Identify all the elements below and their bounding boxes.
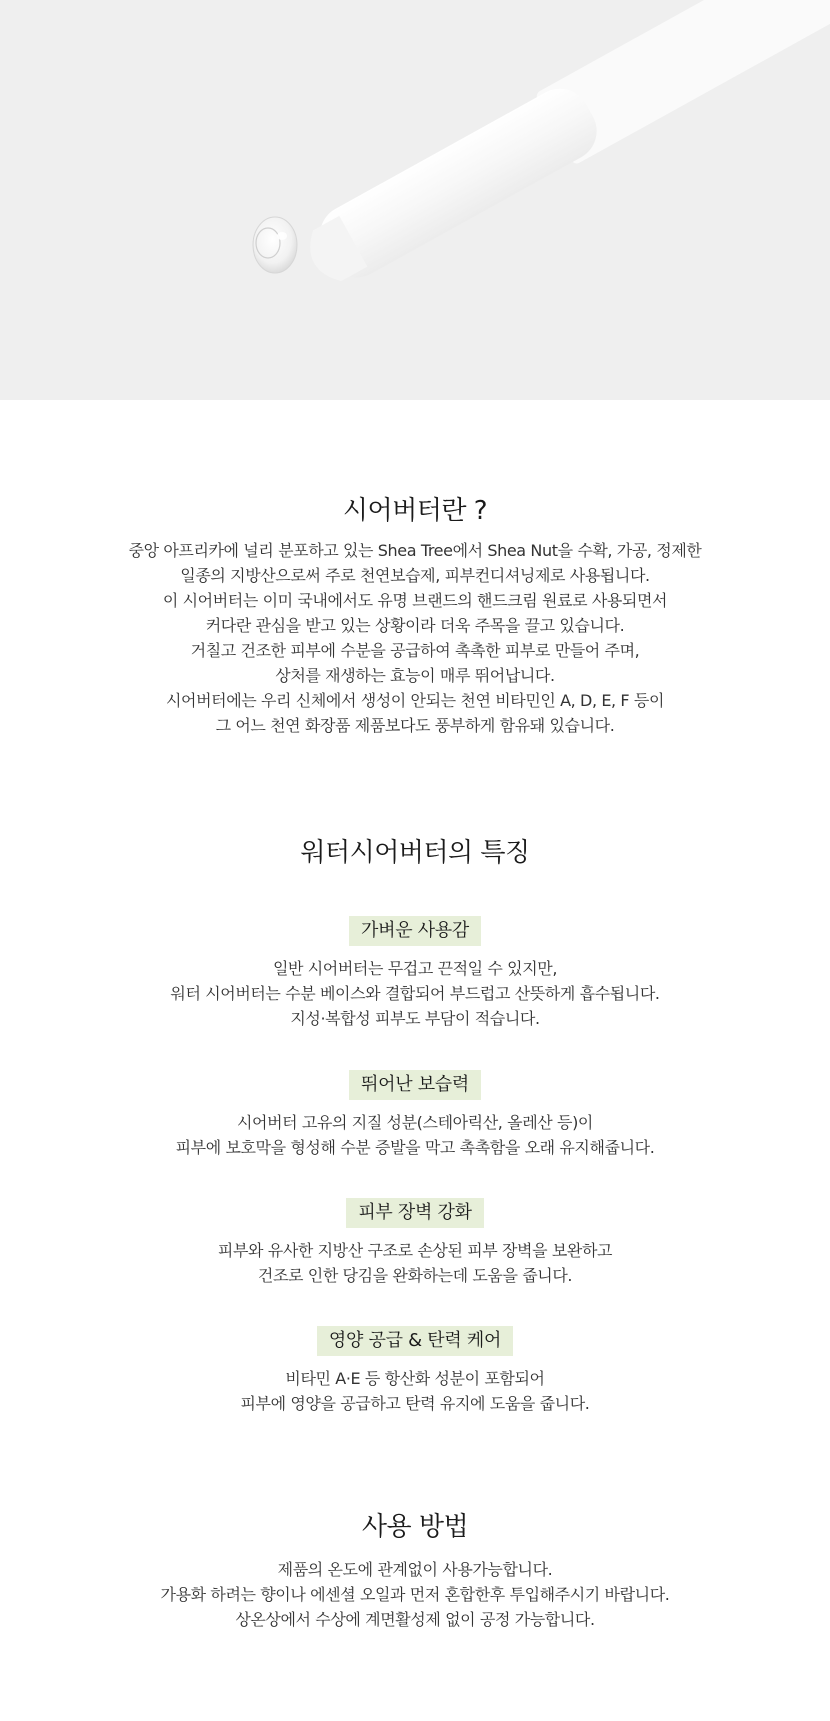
about-line: 커다란 관심을 받고 있는 상황이라 더욱 주목을 끌고 있습니다. <box>205 616 625 635</box>
feature-tag: 가벼운 사용감 <box>349 916 481 946</box>
about-title: 시어버터란 ? <box>342 496 488 526</box>
pipette-illustration <box>0 0 830 400</box>
feature-tag: 피부 장벽 강화 <box>346 1198 483 1228</box>
pipette-body <box>294 0 830 299</box>
pipette-tip <box>253 217 297 273</box>
feature-line: 피부와 유사한 지방산 구조로 손상된 피부 장벽을 보완하고 <box>217 1241 613 1260</box>
hero-product-image <box>0 0 830 400</box>
feature-item <box>0 1070 830 1160</box>
about-line: 거칠고 건조한 피부에 수분을 공급하여 촉촉한 피부로 만들어 주며, <box>190 641 640 660</box>
feature-description <box>0 1110 830 1160</box>
about-line: 시어버터에는 우리 신체에서 생성이 안되는 천연 비타민인 A, D, E, F 등이 <box>165 691 665 710</box>
feature-tag: 영양 공급 & 탄력 케어 <box>317 1326 513 1356</box>
about-line: 상처를 재생하는 효능이 매루 뛰어납니다. <box>275 666 555 685</box>
usage-line: 제품의 온도에 관계없이 사용가능합니다. <box>277 1560 553 1579</box>
features-section-header <box>0 836 830 870</box>
usage-line: 가용화 하려는 향이나 에센셜 오일과 먼저 혼합한후 투입해주시기 바랍니다. <box>160 1585 670 1604</box>
feature-item <box>0 1326 830 1416</box>
about-description <box>0 538 830 738</box>
usage-section <box>0 1510 830 1632</box>
feature-line: 시어버터 고유의 지질 성분(스테아릭산, 올레산 등)이 <box>237 1113 593 1132</box>
feature-line: 피부에 영양을 공급하고 탄력 유지에 도움을 줍니다. <box>240 1394 590 1413</box>
usage-description <box>0 1557 830 1632</box>
feature-line: 워터 시어버터는 수분 베이스와 결합되어 부드럽고 산뜻하게 흡수됩니다. <box>170 984 660 1003</box>
feature-line: 지성·복합성 피부도 부담이 적습니다. <box>290 1009 540 1028</box>
feature-line: 비타민 A·E 등 항산화 성분이 포함되어 <box>285 1369 545 1388</box>
feature-line: 피부에 보호막을 형성해 수분 증발을 막고 촉촉함을 오래 유지해줍니다. <box>175 1138 655 1157</box>
usage-line: 상온상에서 수상에 계면활성제 없이 공정 가능합니다. <box>235 1610 595 1629</box>
about-line: 그 어느 천연 화장품 제품보다도 풍부하게 함유돼 있습니다. <box>215 716 615 735</box>
feature-item <box>0 1198 830 1288</box>
feature-description <box>0 1238 830 1288</box>
feature-tag: 뛰어난 보습력 <box>349 1070 481 1100</box>
about-line: 이 시어버터는 이미 국내에서도 유명 브랜드의 핸드크림 원료로 사용되면서 <box>162 591 668 610</box>
feature-line: 건조로 인한 당김을 완화하는데 도움을 줍니다. <box>257 1266 573 1285</box>
feature-description <box>0 1366 830 1416</box>
feature-item <box>0 916 830 1031</box>
usage-title: 사용 방법 <box>361 1512 469 1542</box>
about-section <box>0 494 830 738</box>
about-line: 일종의 지방산으로써 주로 천연보습제, 피부컨디셔닝제로 사용됩니다. <box>180 566 650 585</box>
feature-description <box>0 956 830 1031</box>
about-line: 중앙 아프리카에 널리 분포하고 있는 Shea Tree에서 Shea Nut을 수확, 가공, 정제한 <box>128 541 702 560</box>
features-title: 워터시어버터의 특징 <box>300 838 530 868</box>
feature-line: 일반 시어버터는 무겁고 끈적일 수 있지만, <box>272 959 558 978</box>
